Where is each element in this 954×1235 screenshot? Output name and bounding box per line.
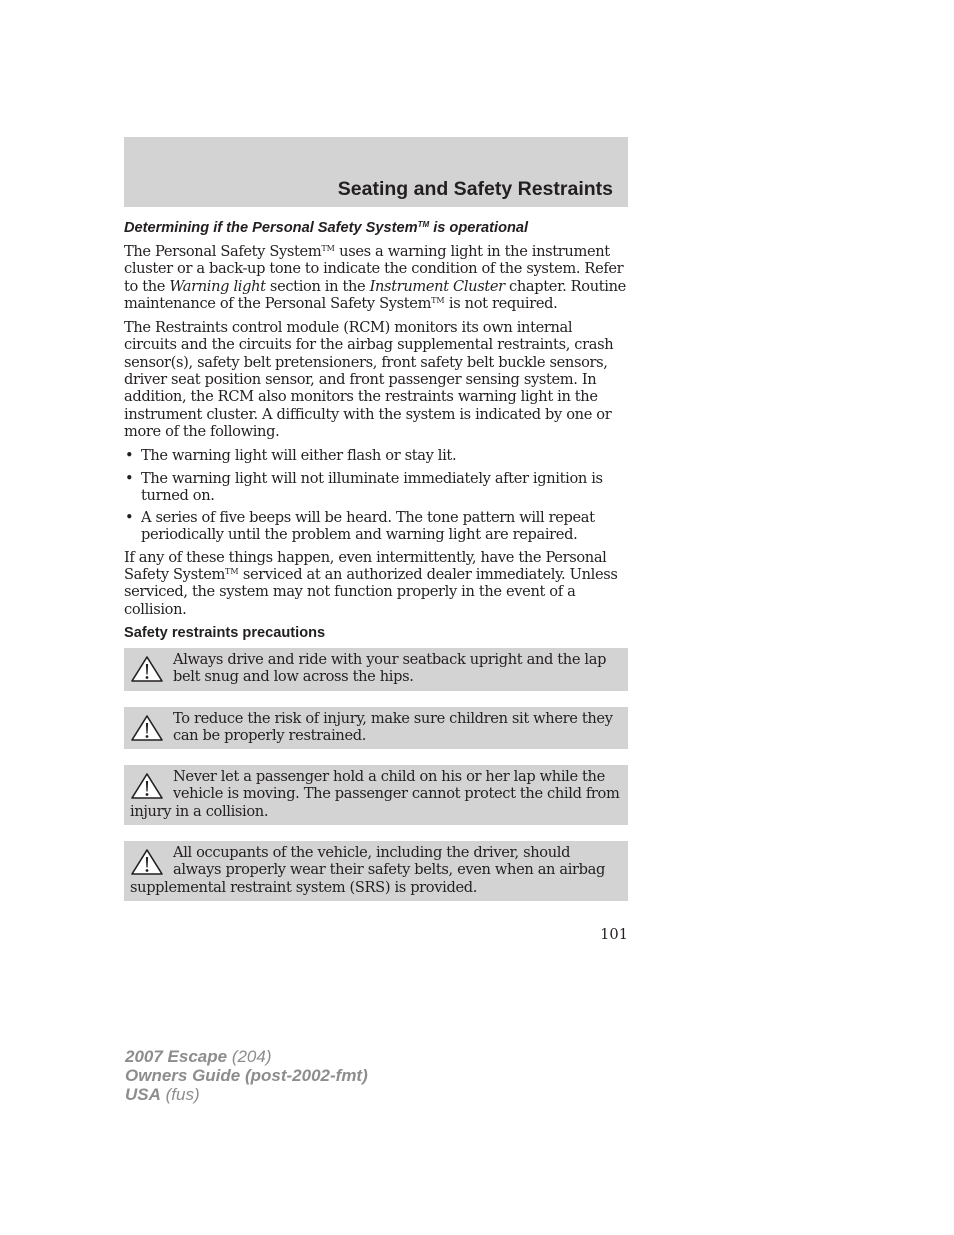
paragraph-service: If any of these things happen, even intermittently, have the Personal Safety System™ serviced at an authorized dealer immediately. Unless serviced, the system may not function properly in the event of a collision. [124,548,618,618]
paragraph-intro: The Personal Safety System™ uses a warning light in the instrument cluster or a back-up tone to indicate the condition of the system. Refer to the Warning light section in the Instrument Cluster chapter. Routine maintenance of the Personal Safety System™ is not required. [124,243,626,312]
trademark-mark: TM [431,295,445,305]
warning-triangle-icon [130,714,166,744]
paragraph-rcm: The Restraints control module (RCM) monitors its own internal circuits and the circuits for the airbag supplemental restraints, crash sensor(s), safety belt pretensioners, front safety belt buckle sensors, driver seat position sensor, and front passenger sensing system. In addition, the RCM also monitors the restraints warning light in the instrument cluster. A difficulty with the system is indicated by one or more of the following. [124,319,614,440]
indicator-list [124,447,628,543]
trademark-mark: TM [321,244,335,253]
warning-box [124,841,628,901]
header-band [124,137,628,207]
bullet-icon: • [125,509,134,527]
trademark-mark: TM [417,220,430,229]
page-title: Seating and Safety Restraints [337,178,613,200]
reference-warning-light: Warning light [169,277,266,295]
list-item: • The warning light will not illuminate immediately after ignition is turned on. [125,469,603,504]
list-item: • A series of five beeps will be heard. The tone pattern will repeat periodically until the problem and warning light are repaired. [125,509,595,544]
list-item: • The warning light will either flash or stay lit. [125,447,457,465]
section-heading-precautions: Safety restraints precautions [124,624,326,641]
bullet-icon: • [125,447,134,465]
warning-triangle-icon [130,655,166,685]
warning-triangle-icon [130,772,166,802]
warning-triangle-icon [130,848,166,878]
main-content [124,218,628,917]
warning-text: To reduce the risk of injury, make sure children sit where they can be properly restrained. [173,709,613,744]
warning-text: Never let a passenger hold a child on his or her lap while the vehicle is moving. The passenger cannot protect the child from injury in a collision. [130,768,620,820]
warning-box [124,648,628,691]
section-heading-operational: Determining if the Personal Safety System™ is operational [124,220,529,236]
footer-model-line: 2007 Escape (204) [125,1047,272,1066]
bullet-icon: • [125,469,134,487]
warning-box [124,765,628,825]
footer-guide-line: Owners Guide (post-2002-fmt) [125,1066,368,1085]
warning-text: Always drive and ride with your seatback upright and the lap belt snug and low across the hips. [173,650,607,686]
document-footer [125,1047,368,1104]
trademark-mark: TM [225,567,239,577]
footer-market-line: USA (fus) [125,1085,200,1104]
warning-box [124,707,628,750]
reference-instrument-cluster: Instrument Cluster [369,277,505,295]
warning-text: All occupants of the vehicle, including the driver, should always properly wear their safety belts, even when an airbag supplemental restraint system (SRS) is provided. [130,844,606,896]
page-number: 101 [600,926,628,943]
